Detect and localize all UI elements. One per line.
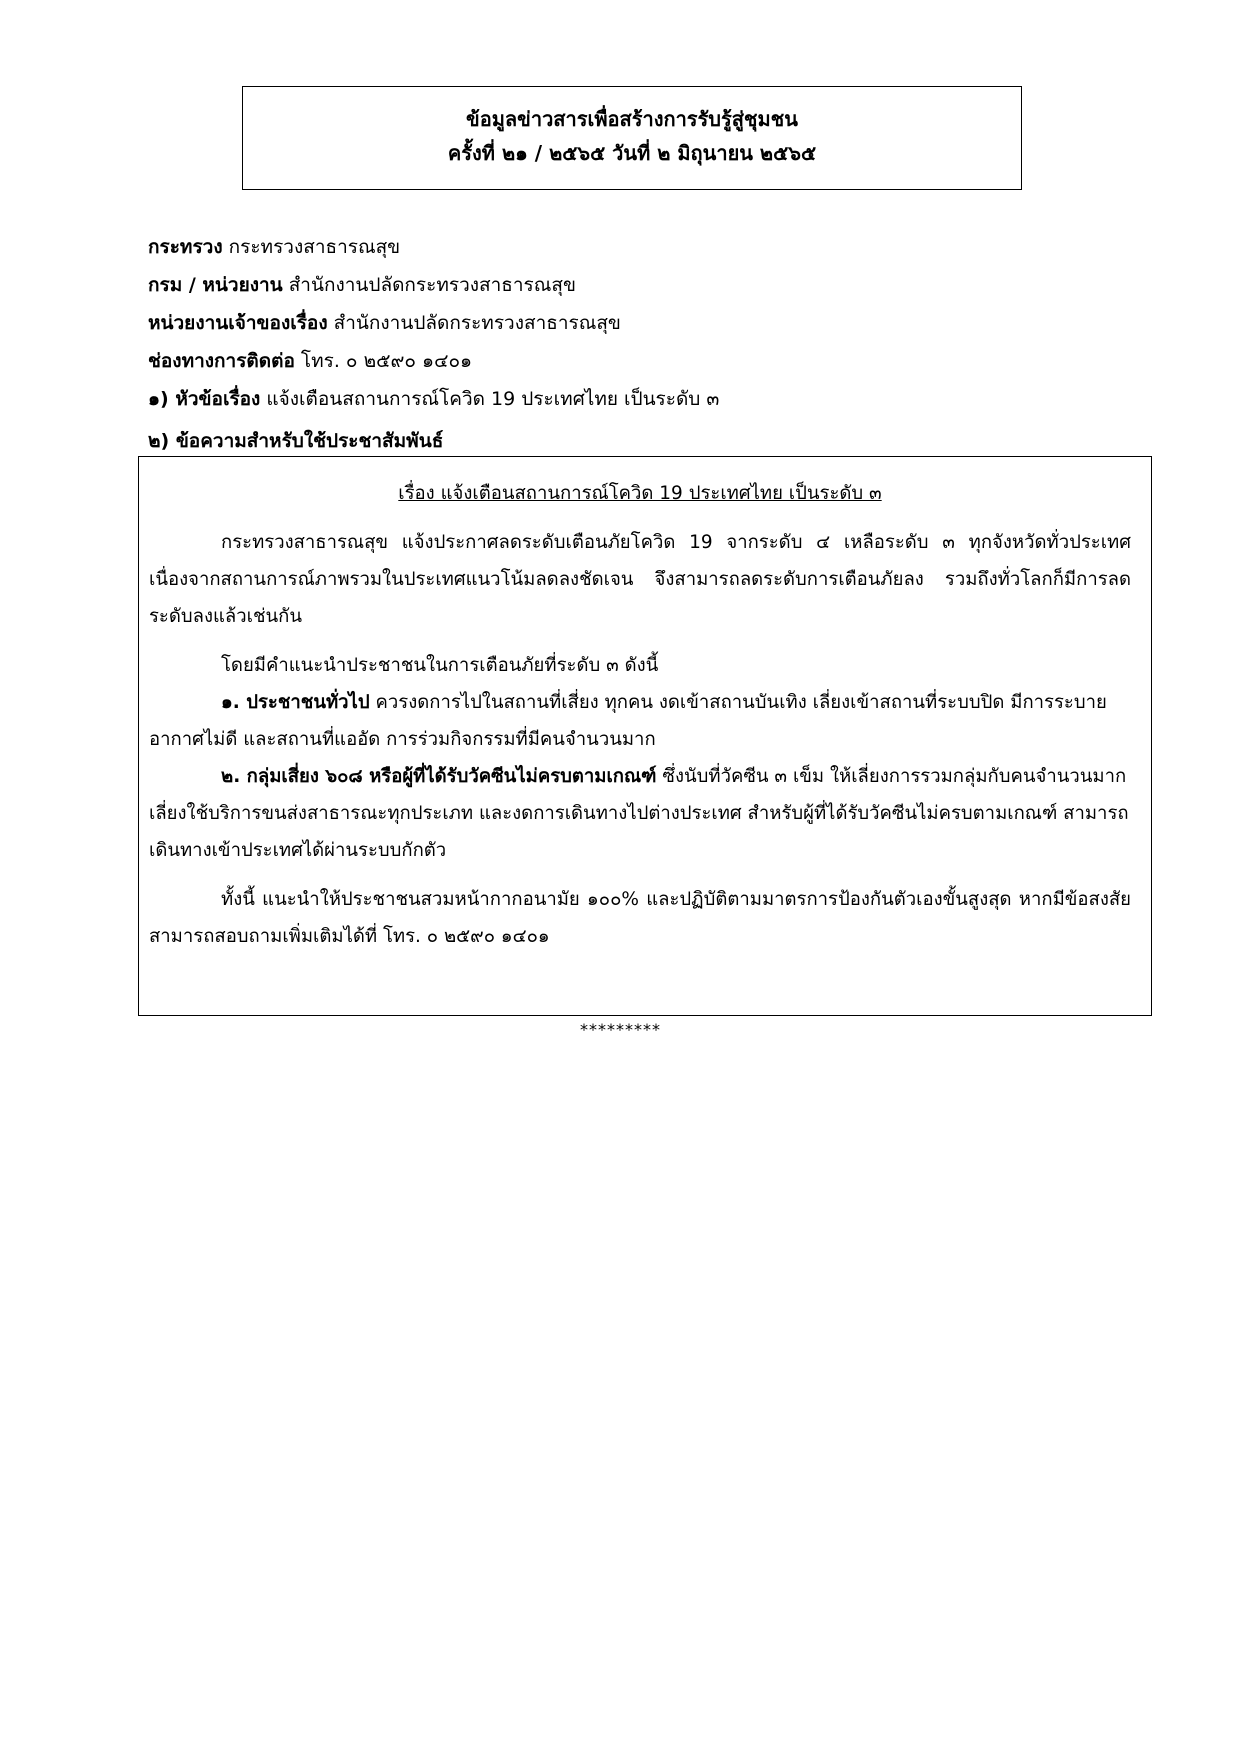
contact-value: โทร. ๐ ๒๕๙๐ ๑๔๐๑ [294, 350, 473, 372]
header-issue-date: ครั้งที่ ๒๑ / ๒๕๖๕ วันที่ ๒ มิถุนายน ๒๕๖๕ [447, 141, 817, 165]
contact-line [148, 342, 1148, 380]
advice-item-general-public [149, 684, 1131, 758]
department-line [148, 266, 1148, 304]
section2-heading: ๒) ข้อความสำหรับใช้ประชาสัมพันธ์ [148, 430, 444, 452]
advice-item-2-label: ๒. กลุ่มเสี่ยง ๖๐๘ หรือผู้ที่ได้รับวัคซีนไม่ครบตามเกณฑ์ [221, 766, 657, 787]
document-header-box [242, 86, 1022, 190]
owner-value: สำนักงานปลัดกระทรวงสาธารณสุข [327, 312, 621, 334]
advice-item-risk-group [149, 758, 1131, 869]
topic-line [148, 380, 1148, 418]
owner-label: หน่วยงานเจ้าของเรื่อง [148, 312, 328, 334]
advice-item-2-text: ซึ่งนับที่วัคซีน ๓ เข็ม ให้เลี่ยงการรวมกลุ่มกับคนจำนวนมาก เลี่ยงใช้บริการขนส่งสาธารณะทุกประเภท และงดการเดินทางไปต่างประเทศ สำหรับผู้ที่ได้รับวัคซีนไม่ครบตามเกณฑ์ สามารถเดินทางเข้าประเทศได้ผ่านระบบกักตัว [149, 766, 1129, 861]
paragraph-announcement: กระทรวงสาธารณสุข แจ้งประกาศลดระดับเตือนภัยโควิด 19 จากระดับ ๔ เหลือระดับ ๓ ทุกจังหวัดทั่วประเทศ เนื่องจากสถานการณ์ภาพรวมในประเทศแนวโน้มลดลงชัดเจน จึงสามารถลดระดับการเตือนภัยลง รวมถึงทั่วโลกก็มีการลดระดับลงแล้วเช่นกัน [149, 532, 1131, 627]
end-marker: ********* [580, 1020, 661, 1039]
paragraph-advice-intro: โดยมีคำแนะนำประชาชนในการเตือนภัยที่ระดับ ๓ ดังนี้ [221, 655, 659, 676]
owner-line [148, 304, 1148, 342]
advice-item-1-label: ๑. ประชาชนทั่วไป [221, 692, 370, 713]
contact-label: ช่องทางการติดต่อ [148, 350, 295, 372]
ministry-line [148, 228, 1148, 266]
paragraph-closing: ทั้งนี้ แนะนำให้ประชาชนสวมหน้ากากอนามัย ๑๐๐% และปฏิบัติตามมาตรการป้องกันตัวเองขั้นสูงสุด หากมีข้อสงสัย สามารถสอบถามเพิ่มเติมได้ที่ โทร. ๐ ๒๕๙๐ ๑๔๐๑ [149, 889, 1131, 947]
ministry-label: กระทรวง [148, 236, 223, 258]
topic-label: ๑) หัวข้อเรื่อง [148, 388, 261, 410]
press-release-box [138, 456, 1152, 1016]
advice-item-1-text: ควรงดการไปในสถานที่เสี่ยง ทุกคน งดเข้าสถานบันเทิง เลี่ยงเข้าสถานที่ระบบปิด มีการระบายอากาศไม่ดี และสถานที่แออัด การร่วมกิจกรรมที่มีคนจำนวนมาก [149, 692, 1107, 750]
topic-value: แจ้งเตือนสถานการณ์โควิด 19 ประเทศไทย เป็นระดับ ๓ [260, 388, 720, 410]
department-value: สำนักงานปลัดกระทรวงสาธารณสุข [282, 274, 576, 296]
header-title: ข้อมูลข่าวสารเพื่อสร้างการรับรู้สู่ชุมชน [466, 107, 798, 131]
press-release-title: เรื่อง แจ้งเตือนสถานการณ์โควิด 19 ประเทศไทย เป็นระดับ ๓ [398, 483, 882, 504]
ministry-value: กระทรวงสาธารณสุข [222, 236, 401, 258]
department-label: กรม / หน่วยงาน [148, 274, 283, 296]
document-metadata [148, 228, 1148, 418]
